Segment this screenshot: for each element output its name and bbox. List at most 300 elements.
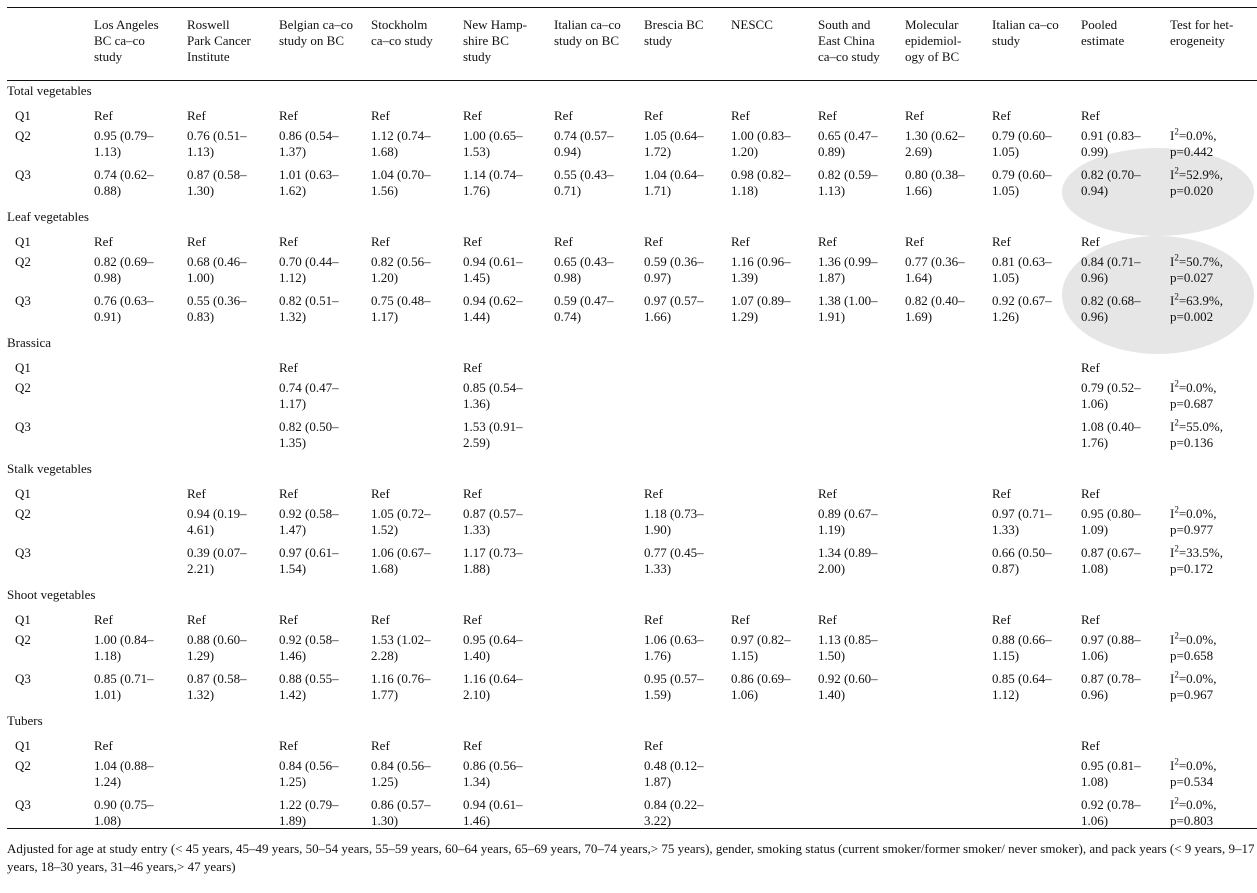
estimate-cell: 0.94 (0.61– 1.46)	[463, 797, 523, 828]
estimate-cell: 0.76 (0.63– 0.91)	[94, 293, 154, 324]
estimate-cell: Ref	[731, 234, 750, 249]
estimate-cell	[905, 380, 992, 419]
estimate-cell: 0.85 (0.71– 1.01)	[94, 671, 154, 702]
estimate-cell	[818, 758, 905, 797]
quantile-label: Q1	[15, 486, 31, 501]
estimate-cell: Ref	[187, 486, 206, 501]
table-body	[7, 80, 1257, 836]
column-header: Belgian ca–co study on BC	[279, 17, 353, 48]
estimate-cell: 0.86 (0.69– 1.06)	[731, 671, 791, 702]
estimate-cell	[731, 419, 818, 458]
results-table	[7, 17, 1257, 836]
pooled-cell: 0.79 (0.52– 1.06)	[1081, 380, 1141, 411]
estimate-cell: Ref	[279, 738, 298, 753]
estimate-cell: 1.00 (0.83– 1.20)	[731, 128, 791, 159]
estimate-cell: Ref	[94, 612, 113, 627]
group-label: Shoot vegetables	[7, 587, 96, 602]
estimate-cell	[94, 545, 187, 584]
top-rule	[7, 7, 1257, 8]
quantile-label: Q2	[15, 758, 31, 773]
quantile-label: Q1	[15, 738, 31, 753]
pooled-cell: 0.91 (0.83– 0.99)	[1081, 128, 1141, 159]
group-row	[7, 458, 1257, 483]
header-corner	[7, 17, 94, 80]
estimate-cell: 0.87 (0.58– 1.30)	[187, 167, 247, 198]
estimate-cell	[731, 545, 818, 584]
table-row	[7, 357, 1257, 380]
estimate-cell	[905, 357, 992, 380]
estimate-cell	[731, 506, 818, 545]
estimate-cell: Ref	[905, 108, 924, 123]
heterogeneity-cell: $I^2=0.0\%$, p=0.967	[1170, 669, 1217, 702]
table-footnote: Adjusted for age at study entry (< 45 years, 45–49 years, 50–54 years, 55–59 years, 60–64 years, 65–69 years, 70–74 years,> 75 years), gender, smoking status (current smoker/former smoker/ never smoker), and pack years (< 9 years, 9–17 years, 18–30 years, 31–46 years,> 47 years)	[7, 841, 1255, 874]
estimate-cell: Ref	[94, 738, 113, 753]
estimate-cell: Ref	[731, 108, 750, 123]
table-row	[7, 419, 1257, 458]
group-label: Stalk vegetables	[7, 461, 92, 476]
group-label: Leaf vegetables	[7, 209, 89, 224]
estimate-cell	[187, 758, 279, 797]
estimate-cell: 0.79 (0.60– 1.05)	[992, 128, 1052, 159]
estimate-cell: 0.88 (0.66– 1.15)	[992, 632, 1052, 663]
quantile-label: Q1	[15, 612, 31, 627]
table-row	[7, 380, 1257, 419]
estimate-cell: 1.04 (0.70– 1.56)	[371, 167, 431, 198]
estimate-cell	[731, 357, 818, 380]
estimate-cell: 0.65 (0.47– 0.89)	[818, 128, 878, 159]
estimate-cell: 0.86 (0.57– 1.30)	[371, 797, 431, 828]
estimate-cell: Ref	[187, 108, 206, 123]
heterogeneity-cell: $I^2=63.9\%$, p=0.002	[1170, 291, 1224, 324]
heterogeneity-cell	[1170, 357, 1257, 380]
estimate-cell	[644, 380, 731, 419]
pooled-cell: Ref	[1081, 738, 1100, 753]
estimate-cell	[731, 380, 818, 419]
estimate-cell: 0.88 (0.55– 1.42)	[279, 671, 339, 702]
quantile-label: Q1	[15, 234, 31, 249]
estimate-cell	[554, 357, 644, 380]
pooled-cell: Ref	[1081, 612, 1100, 627]
estimate-cell: 1.00 (0.84– 1.18)	[94, 632, 154, 663]
estimate-cell: 0.94 (0.62– 1.44)	[463, 293, 523, 324]
quantile-label: Q2	[15, 506, 31, 521]
estimate-cell	[818, 380, 905, 419]
estimate-cell: Ref	[992, 486, 1011, 501]
estimate-cell	[554, 632, 644, 671]
estimate-cell	[554, 506, 644, 545]
estimate-cell: 0.68 (0.46– 1.00)	[187, 254, 247, 285]
estimate-cell: 0.94 (0.61– 1.45)	[463, 254, 523, 285]
table-row	[7, 758, 1257, 797]
estimate-cell: Ref	[644, 486, 663, 501]
estimate-cell: 0.95 (0.57– 1.59)	[644, 671, 704, 702]
estimate-cell: 0.74 (0.57– 0.94)	[554, 128, 614, 159]
estimate-cell: Ref	[279, 108, 298, 123]
pooled-cell: 1.08 (0.40– 1.76)	[1081, 419, 1141, 450]
quantile-label: Q2	[15, 254, 31, 269]
table-row	[7, 483, 1257, 506]
estimate-cell: 1.04 (0.64– 1.71)	[644, 167, 704, 198]
pooled-cell: 0.84 (0.71– 0.96)	[1081, 254, 1141, 285]
column-header: Brescia BC study	[644, 17, 704, 48]
estimate-cell: Ref	[371, 108, 390, 123]
estimate-cell: 0.85 (0.64– 1.12)	[992, 671, 1052, 702]
column-header: Roswell Park Cancer Institute	[187, 17, 251, 64]
group-row	[7, 584, 1257, 609]
estimate-cell	[905, 609, 992, 632]
estimate-cell	[554, 671, 644, 710]
estimate-cell	[992, 735, 1081, 758]
quantile-label: Q3	[15, 419, 31, 434]
group-row	[7, 206, 1257, 231]
estimate-cell: 0.70 (0.44– 1.12)	[279, 254, 339, 285]
estimate-cell: 1.06 (0.67– 1.68)	[371, 545, 431, 576]
estimate-cell: Ref	[463, 486, 482, 501]
quantile-label: Q3	[15, 167, 31, 182]
estimate-cell: 0.76 (0.51– 1.13)	[187, 128, 247, 159]
estimate-cell	[905, 419, 992, 458]
quantile-label: Q3	[15, 293, 31, 308]
table-row	[7, 506, 1257, 545]
estimate-cell	[554, 758, 644, 797]
heterogeneity-cell: $I^2=0.0\%$, p=0.687	[1170, 378, 1217, 411]
table-row	[7, 105, 1257, 128]
group-label: Brassica	[7, 335, 52, 350]
quantile-label: Q2	[15, 632, 31, 647]
estimate-cell: 0.75 (0.48– 1.17)	[371, 293, 431, 324]
estimate-cell: 0.74 (0.47– 1.17)	[279, 380, 339, 411]
estimate-cell: Ref	[554, 234, 573, 249]
heterogeneity-cell: $I^2=55.0\%$, p=0.136	[1170, 417, 1224, 450]
estimate-cell	[992, 797, 1081, 836]
estimate-cell: 1.53 (1.02– 2.28)	[371, 632, 431, 663]
estimate-cell: Ref	[371, 486, 390, 501]
estimate-cell: 0.65 (0.43– 0.98)	[554, 254, 614, 285]
estimate-cell: 0.92 (0.67– 1.26)	[992, 293, 1052, 324]
column-header: Stockholm ca–co study	[371, 17, 433, 48]
estimate-cell: Ref	[371, 738, 390, 753]
estimate-cell	[554, 797, 644, 836]
estimate-cell: 0.86 (0.54– 1.37)	[279, 128, 339, 159]
estimate-cell	[94, 380, 187, 419]
estimate-cell: 1.34 (0.89– 2.00)	[818, 545, 878, 576]
estimate-cell	[905, 735, 992, 758]
estimate-cell	[905, 758, 992, 797]
estimate-cell	[187, 797, 279, 836]
table-row	[7, 167, 1257, 206]
estimate-cell: 0.74 (0.62– 0.88)	[94, 167, 154, 198]
estimate-cell: 0.95 (0.64– 1.40)	[463, 632, 523, 663]
column-header: Test for het- erogeneity	[1170, 17, 1234, 48]
estimate-cell	[905, 632, 992, 671]
estimate-cell: 0.84 (0.22– 3.22)	[644, 797, 704, 828]
estimate-cell: 0.82 (0.51– 1.32)	[279, 293, 339, 324]
pooled-cell: 0.82 (0.70– 0.94)	[1081, 167, 1141, 198]
estimate-cell	[905, 506, 992, 545]
column-header: Los Angeles BC ca–co study	[94, 17, 159, 64]
estimate-cell: Ref	[992, 234, 1011, 249]
estimate-cell	[554, 609, 644, 632]
column-header: Molecular epidemiol- ogy of BC	[905, 17, 962, 64]
estimate-cell: Ref	[818, 234, 837, 249]
table-row	[7, 609, 1257, 632]
estimate-cell: Ref	[992, 108, 1011, 123]
estimate-cell: 0.98 (0.82– 1.18)	[731, 167, 791, 198]
estimate-cell: 1.00 (0.65– 1.53)	[463, 128, 523, 159]
estimate-cell: 1.53 (0.91– 2.59)	[463, 419, 523, 450]
estimate-cell: Ref	[187, 234, 206, 249]
table-row	[7, 671, 1257, 710]
estimate-cell	[818, 357, 905, 380]
estimate-cell: 0.55 (0.36– 0.83)	[187, 293, 247, 324]
column-header: Italian ca–co study	[992, 17, 1059, 48]
column-header: Pooled estimate	[1081, 17, 1125, 48]
pooled-cell: Ref	[1081, 486, 1100, 501]
estimate-cell: Ref	[463, 612, 482, 627]
table-row	[7, 231, 1257, 254]
estimate-cell: 1.17 (0.73– 1.88)	[463, 545, 523, 576]
table-row	[7, 735, 1257, 758]
heterogeneity-cell: $I^2=52.9\%$, p=0.020	[1170, 165, 1224, 198]
estimate-cell: 0.39 (0.07– 2.21)	[187, 545, 247, 576]
estimate-cell: 1.18 (0.73– 1.90)	[644, 506, 704, 537]
estimate-cell	[94, 506, 187, 545]
estimate-cell: 0.90 (0.75– 1.08)	[94, 797, 154, 828]
estimate-cell: Ref	[94, 108, 113, 123]
estimate-cell: 0.66 (0.50– 0.87)	[992, 545, 1052, 576]
estimate-cell	[731, 483, 818, 506]
estimate-cell	[187, 419, 279, 458]
pooled-cell: Ref	[1081, 360, 1100, 375]
quantile-label: Q3	[15, 545, 31, 560]
estimate-cell	[187, 380, 279, 419]
pooled-cell: Ref	[1081, 234, 1100, 249]
estimate-cell	[905, 797, 992, 836]
estimate-cell: Ref	[94, 234, 113, 249]
heterogeneity-cell: $I^2=50.7\%$, p=0.027	[1170, 252, 1224, 285]
estimate-cell: 0.97 (0.61– 1.54)	[279, 545, 339, 576]
estimate-cell: Ref	[279, 612, 298, 627]
estimate-cell: Ref	[463, 738, 482, 753]
estimate-cell: Ref	[818, 612, 837, 627]
table-row	[7, 128, 1257, 167]
estimate-cell: 0.97 (0.57– 1.66)	[644, 293, 704, 324]
quantile-label: Q2	[15, 380, 31, 395]
estimate-cell: Ref	[644, 612, 663, 627]
estimate-cell	[731, 797, 818, 836]
estimate-cell: Ref	[818, 486, 837, 501]
estimate-cell	[731, 758, 818, 797]
header-row	[7, 17, 1257, 80]
estimate-cell: 1.30 (0.62– 2.69)	[905, 128, 965, 159]
pooled-cell: Ref	[1081, 108, 1100, 123]
estimate-cell: 0.85 (0.54– 1.36)	[463, 380, 523, 411]
estimate-cell	[554, 419, 644, 458]
heterogeneity-cell: $I^2=0.0\%$, p=0.977	[1170, 504, 1217, 537]
estimate-cell: 0.84 (0.56– 1.25)	[279, 758, 339, 789]
table-row	[7, 797, 1257, 836]
estimate-cell: 0.82 (0.59– 1.13)	[818, 167, 878, 198]
estimate-cell	[187, 357, 279, 380]
group-row	[7, 332, 1257, 357]
estimate-cell: 0.88 (0.60– 1.29)	[187, 632, 247, 663]
estimate-cell	[818, 419, 905, 458]
estimate-cell	[371, 380, 463, 419]
estimate-cell: 1.12 (0.74– 1.68)	[371, 128, 431, 159]
estimate-cell	[554, 545, 644, 584]
estimate-cell: 0.87 (0.57– 1.33)	[463, 506, 523, 537]
group-row	[7, 80, 1257, 105]
quantile-label: Q3	[15, 797, 31, 812]
estimate-cell: 0.82 (0.69– 0.98)	[94, 254, 154, 285]
estimate-cell: 0.59 (0.36– 0.97)	[644, 254, 704, 285]
estimate-cell: 0.92 (0.58– 1.47)	[279, 506, 339, 537]
heterogeneity-cell: $I^2=0.0\%$, p=0.803	[1170, 795, 1217, 828]
estimate-cell: Ref	[463, 234, 482, 249]
heterogeneity-cell: $I^2=0.0\%$, p=0.658	[1170, 630, 1217, 663]
column-header: South and East China ca–co study	[818, 17, 880, 64]
estimate-cell: Ref	[818, 108, 837, 123]
pooled-cell: 0.95 (0.81– 1.08)	[1081, 758, 1141, 789]
estimate-cell: 1.04 (0.88– 1.24)	[94, 758, 154, 789]
estimate-cell: Ref	[463, 360, 482, 375]
estimate-cell: 0.92 (0.58– 1.46)	[279, 632, 339, 663]
estimate-cell	[818, 735, 905, 758]
estimate-cell: 0.97 (0.82– 1.15)	[731, 632, 791, 663]
estimate-cell: 0.84 (0.56– 1.25)	[371, 758, 431, 789]
estimate-cell	[554, 735, 644, 758]
group-row	[7, 710, 1257, 735]
pooled-cell: 0.87 (0.67– 1.08)	[1081, 545, 1141, 576]
estimate-cell	[992, 380, 1081, 419]
table-row	[7, 632, 1257, 671]
estimate-cell: 0.94 (0.19– 4.61)	[187, 506, 247, 537]
estimate-cell	[992, 357, 1081, 380]
quantile-label: Q2	[15, 128, 31, 143]
estimate-cell: 0.86 (0.56– 1.34)	[463, 758, 523, 789]
estimate-cell: 1.16 (0.64– 2.10)	[463, 671, 523, 702]
estimate-cell: 0.59 (0.47– 0.74)	[554, 293, 614, 324]
estimate-cell	[187, 735, 279, 758]
estimate-cell: 1.13 (0.85– 1.50)	[818, 632, 878, 663]
estimate-cell	[371, 357, 463, 380]
estimate-cell: Ref	[187, 612, 206, 627]
estimate-cell: Ref	[644, 108, 663, 123]
estimate-cell	[644, 357, 731, 380]
estimate-cell: Ref	[279, 486, 298, 501]
estimate-cell	[992, 758, 1081, 797]
estimate-cell	[554, 483, 644, 506]
estimate-cell: 1.38 (1.00– 1.91)	[818, 293, 878, 324]
estimate-cell: 0.77 (0.36– 1.64)	[905, 254, 965, 285]
estimate-cell: 0.82 (0.56– 1.20)	[371, 254, 431, 285]
estimate-cell	[992, 419, 1081, 458]
heterogeneity-cell	[1170, 105, 1257, 128]
estimate-cell: 1.22 (0.79– 1.89)	[279, 797, 339, 828]
group-label: Total vegetables	[7, 83, 92, 98]
estimate-cell: Ref	[992, 612, 1011, 627]
table-row	[7, 293, 1257, 332]
heterogeneity-cell: $I^2=0.0\%$, p=0.534	[1170, 756, 1217, 789]
estimate-cell: 0.77 (0.45– 1.33)	[644, 545, 704, 576]
estimate-cell	[905, 545, 992, 584]
quantile-label: Q1	[15, 108, 31, 123]
estimate-cell: 1.36 (0.99– 1.87)	[818, 254, 878, 285]
estimate-cell: Ref	[905, 234, 924, 249]
pooled-cell: 0.95 (0.80– 1.09)	[1081, 506, 1141, 537]
estimate-cell: 0.80 (0.38– 1.66)	[905, 167, 965, 198]
column-header: NESCC	[731, 17, 773, 32]
estimate-cell	[94, 483, 187, 506]
estimate-cell: 0.81 (0.63– 1.05)	[992, 254, 1052, 285]
estimate-cell	[818, 797, 905, 836]
quantile-label: Q1	[15, 360, 31, 375]
estimate-cell	[905, 483, 992, 506]
estimate-cell: 0.95 (0.79– 1.13)	[94, 128, 154, 159]
estimate-cell	[94, 357, 187, 380]
estimate-cell	[94, 419, 187, 458]
pooled-cell: 0.92 (0.78– 1.06)	[1081, 797, 1141, 828]
estimate-cell: 1.16 (0.96– 1.39)	[731, 254, 791, 285]
estimate-cell: 0.82 (0.50– 1.35)	[279, 419, 339, 450]
estimate-cell	[731, 735, 818, 758]
heterogeneity-cell: $I^2=0.0\%$, p=0.442	[1170, 126, 1217, 159]
estimate-cell: Ref	[279, 360, 298, 375]
estimate-cell: 0.55 (0.43– 0.71)	[554, 167, 614, 198]
estimate-cell: Ref	[371, 234, 390, 249]
group-label: Tubers	[7, 713, 43, 728]
table-row	[7, 254, 1257, 293]
estimate-cell: 0.48 (0.12– 1.87)	[644, 758, 704, 789]
column-header: New Hamp- shire BC study	[463, 17, 527, 64]
estimate-cell: Ref	[644, 738, 663, 753]
heterogeneity-cell	[1170, 483, 1257, 506]
estimate-cell: 0.79 (0.60– 1.05)	[992, 167, 1052, 198]
estimate-cell: Ref	[731, 612, 750, 627]
estimate-cell: Ref	[279, 234, 298, 249]
estimate-cell: Ref	[644, 234, 663, 249]
estimate-cell	[644, 419, 731, 458]
pooled-cell: 0.87 (0.78– 0.96)	[1081, 671, 1141, 702]
table-row	[7, 545, 1257, 584]
estimate-cell: 1.05 (0.72– 1.52)	[371, 506, 431, 537]
column-header: Italian ca–co study on BC	[554, 17, 621, 48]
estimate-cell: 1.16 (0.76– 1.77)	[371, 671, 431, 702]
estimate-cell: 0.89 (0.67– 1.19)	[818, 506, 878, 537]
estimate-cell: 1.06 (0.63– 1.76)	[644, 632, 704, 663]
estimate-cell: 1.05 (0.64– 1.72)	[644, 128, 704, 159]
pooled-cell: 0.97 (0.88– 1.06)	[1081, 632, 1141, 663]
pooled-cell: 0.82 (0.68– 0.96)	[1081, 293, 1141, 324]
estimate-cell: 1.01 (0.63– 1.62)	[279, 167, 339, 198]
heterogeneity-cell	[1170, 231, 1257, 254]
estimate-cell	[371, 419, 463, 458]
estimate-cell: Ref	[554, 108, 573, 123]
estimate-cell: 0.97 (0.71– 1.33)	[992, 506, 1052, 537]
estimate-cell: 0.82 (0.40– 1.69)	[905, 293, 965, 324]
estimate-cell	[905, 671, 992, 710]
table-header	[7, 17, 1257, 80]
estimate-cell: 0.92 (0.60– 1.40)	[818, 671, 878, 702]
heterogeneity-cell	[1170, 609, 1257, 632]
heterogeneity-cell	[1170, 735, 1257, 758]
estimate-cell: Ref	[463, 108, 482, 123]
estimate-cell	[554, 380, 644, 419]
estimate-cell: 1.14 (0.74– 1.76)	[463, 167, 523, 198]
estimate-cell: 0.87 (0.58– 1.32)	[187, 671, 247, 702]
estimate-cell: 1.07 (0.89– 1.29)	[731, 293, 791, 324]
heterogeneity-cell: $I^2=33.5\%$, p=0.172	[1170, 543, 1224, 576]
